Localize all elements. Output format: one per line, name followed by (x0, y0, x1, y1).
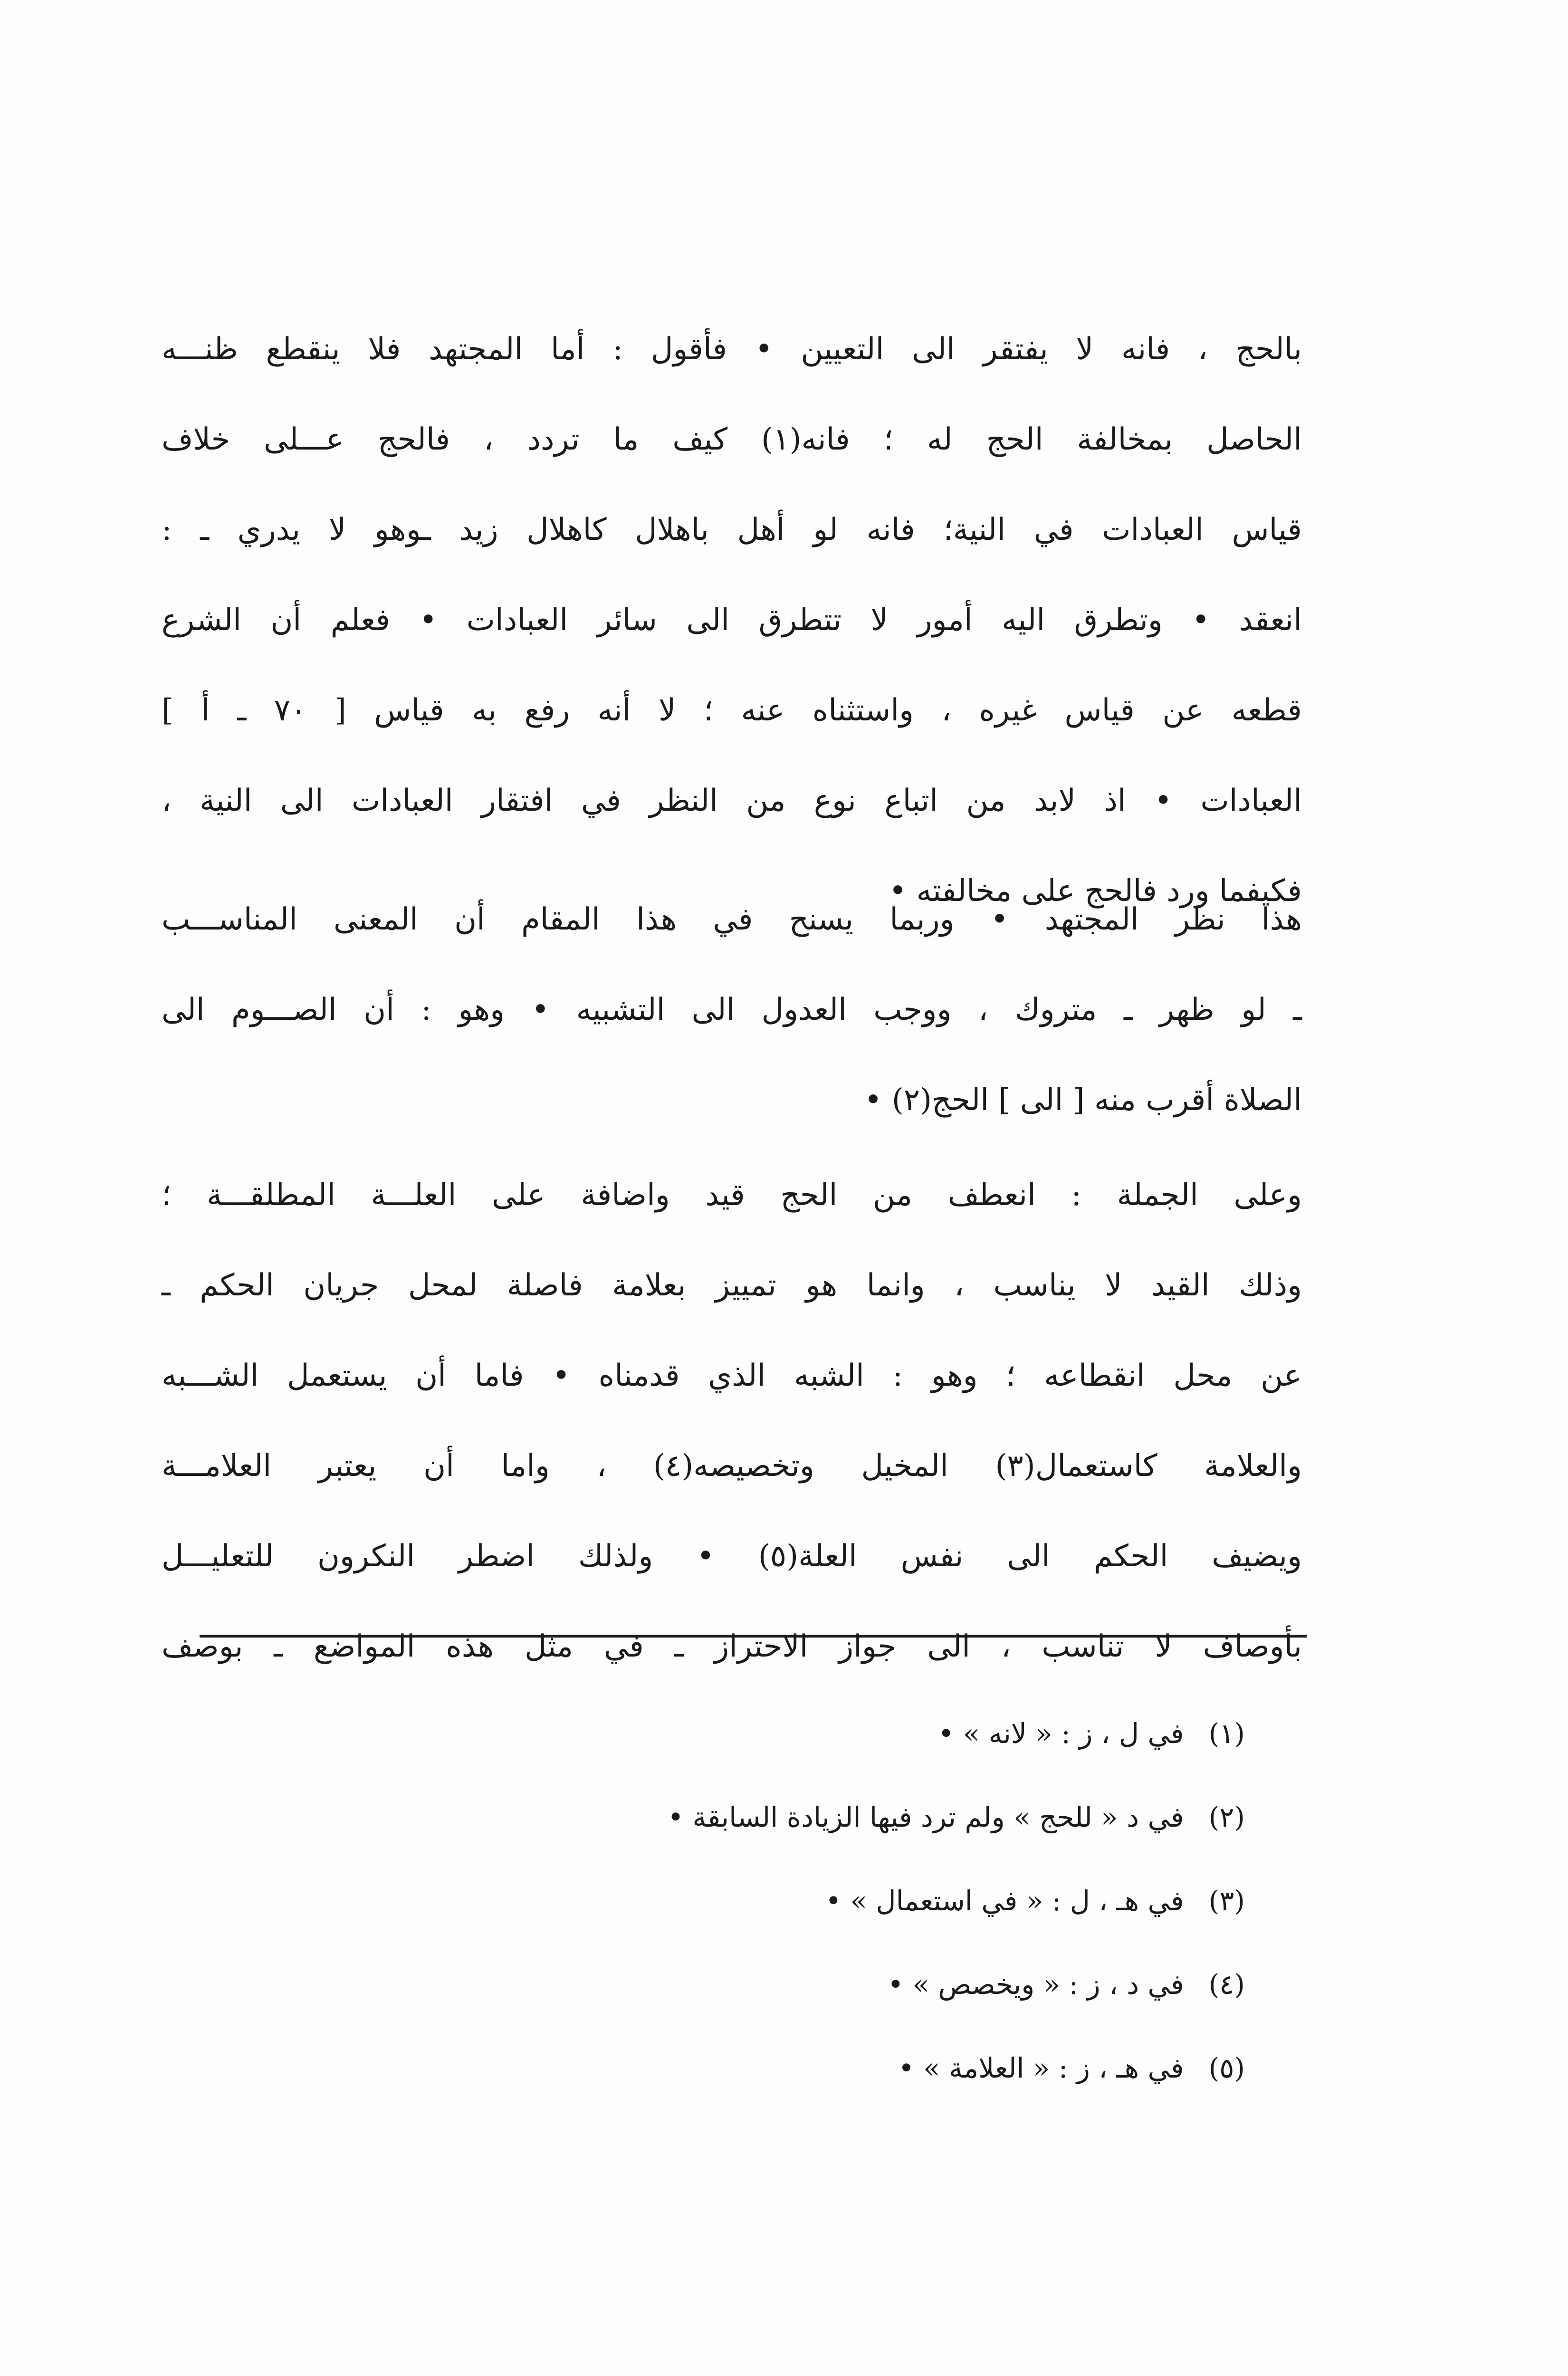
footnote-text: في د ، ز : « ويخصص » • (887, 1968, 1184, 2001)
text-line: هذا نظر المجتهد • وربما يسنح في هذا المقام أن المعنى المناســـب (162, 902, 1302, 937)
text-line: انعقد • وتطرق اليه أمور لا تتطرق الى سائر العبادات • فعلم أن الشرع (162, 603, 1302, 638)
footnote-number: (١) (1208, 1717, 1245, 1750)
text-line: بالحج ، فانه لا يفتقر الى التعيين • فأقول : أما المجتهد فلا ينقطع ظنـــه (162, 332, 1302, 367)
footnote-item (485, 1692, 1245, 1775)
text-line: وعلى الجملة : انعطف من الحج قيد واضافة على العلـــة المطلقـــة ؛ (162, 1178, 1302, 1213)
footnote-text: في د « للحج » ولم ترد فيها الزيادة السابقة • (667, 1801, 1184, 1833)
footnote-item (485, 2026, 1245, 2110)
text-line: الصلاة أقرب منه [ الى ] الحج(٢) • (864, 1083, 1302, 1118)
footnotes (485, 1692, 1245, 2110)
footnote-number: (٢) (1208, 1801, 1245, 1833)
footnote-text: في ل ، ز : « لانه » • (938, 1717, 1184, 1750)
footnote-divider (200, 1635, 1307, 1638)
text-line: ويضيف الحكم الى نفس العلة(٥) • ولذلك اضطر النكرون للتعليـــل (162, 1539, 1302, 1574)
footnote-item (485, 1859, 1245, 1943)
paragraph (162, 304, 1302, 936)
footnote-item (485, 1775, 1245, 1859)
text-line: الحاصل بمخالفة الحج له ؛ فانه(١) كيف ما تردد ، فالحج عـــلى خلاف (162, 422, 1302, 457)
text-line: بأوصاف لا تناسب ، الى جواز الاحتراز ـ في مثل هذه المواضع ـ بوصف (162, 1629, 1302, 1664)
footnote-text: في هـ ، ز : « العلامة » • (898, 2052, 1184, 2084)
text-line: العبادات • اذ لابد من اتباع نوع من النظر في افتقار العبادات الى النية ، (162, 783, 1302, 818)
footnote-item (485, 1943, 1245, 2026)
text-line: وذلك القيد لا يناسب ، وانما هو تمييز بعلامة فاصلة لمحل جريان الحكم ـ (162, 1268, 1302, 1303)
text-line: قياس العبادات في النية؛ فانه لو أهل باهلال كاهلال زيد ـوهو لا يدري ـ : (162, 512, 1302, 547)
footnote-number: (٤) (1208, 1968, 1245, 2001)
text-line: فكيفما ورد فالحج على مخالفته • (889, 873, 1302, 909)
text-line: والعلامة كاستعمال(٣) المخيل وتخصيصه(٤) ، واما أن يعتبر العلامـــة (162, 1448, 1302, 1484)
text-line: ـ لو ظهر ـ متروك ، ووجب العدول الى التشبيه • وهو : أن الصـــوم الى (162, 992, 1302, 1027)
paragraph (162, 1150, 1302, 1692)
text-line: عن محل انقطاعه ؛ وهو : الشبه الذي قدمناه • فاما أن يستعمل الشـــبه (162, 1358, 1302, 1393)
footnote-text: في هـ ، ل : « في استعمال » • (825, 1885, 1184, 1917)
footnote-number: (٣) (1208, 1885, 1245, 1917)
text-line: قطعه عن قياس غيره ، واستثناه عنه ؛ لا أنه رفع به قياس [ ٧٠ ـ أ ] (162, 693, 1302, 728)
footnote-number: (٥) (1208, 2052, 1245, 2084)
paragraph (162, 874, 1302, 1145)
